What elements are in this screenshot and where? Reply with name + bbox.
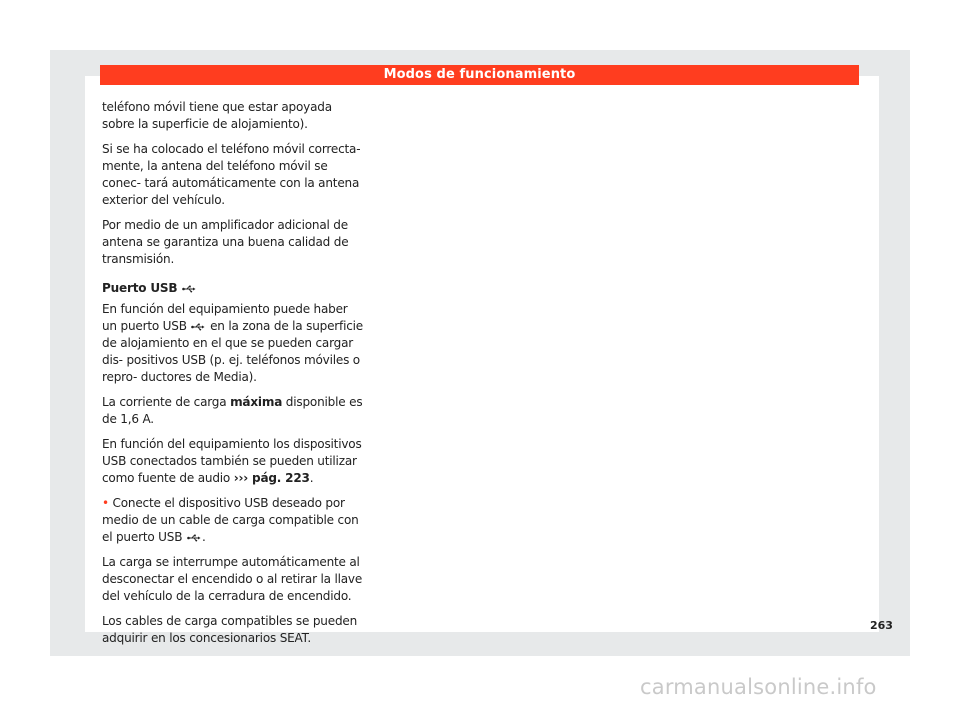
usb-icon: [187, 534, 201, 542]
bullet-icon: •: [102, 496, 109, 510]
text-column: [102, 99, 364, 655]
usb-icon: [182, 285, 196, 293]
page-reference-link[interactable]: ››› pág. 223: [233, 471, 310, 485]
paragraph: teléfono móvil tiene que estar apoyada sobre la superficie de alojamiento).: [102, 100, 332, 131]
page-number: 263: [870, 619, 893, 632]
watermark: carmanualsonline.info: [640, 675, 877, 699]
paragraph: La carga se interrumpe automáticamente al desconectar el encendido o al retirar la llave del vehículo de la cerradura de encendido.: [102, 555, 363, 603]
paragraph: En función del equipamiento los dispositivos USB conectados también se pueden utilizar como fuente de audio ››› pág. 223.: [102, 437, 362, 485]
paragraph: Si se ha colocado el teléfono móvil correcta- mente, la antena del teléfono móvil se conec- tará automáticamente con la antena exterior del vehículo.: [102, 142, 361, 207]
paragraph: La corriente de carga máxima disponible es de 1,6 A.: [102, 395, 363, 426]
emphasis: máxima: [230, 395, 283, 409]
bullet-item: • Conecte el dispositivo USB deseado por medio de un cable de carga compatible con el puerto USB .: [102, 496, 359, 544]
section-heading: [102, 280, 364, 297]
heading-label: Puerto USB: [102, 281, 178, 295]
paragraph: Los cables de carga compatibles se pueden adquirir en los concesionarios SEAT.: [102, 614, 358, 645]
section-header: Modos de funcionamiento: [100, 65, 859, 85]
paragraph: En función del equipamiento puede haber un puerto USB en la zona de la superficie de alojamiento en el que se pueden cargar dis- positivos USB (p. ej. teléfonos móviles o repro- ductores de Media).: [102, 302, 364, 384]
usb-icon: [191, 323, 205, 331]
paragraph: Por medio de un amplificador adicional de antena se garantiza una buena calidad de transmisión.: [102, 218, 349, 266]
